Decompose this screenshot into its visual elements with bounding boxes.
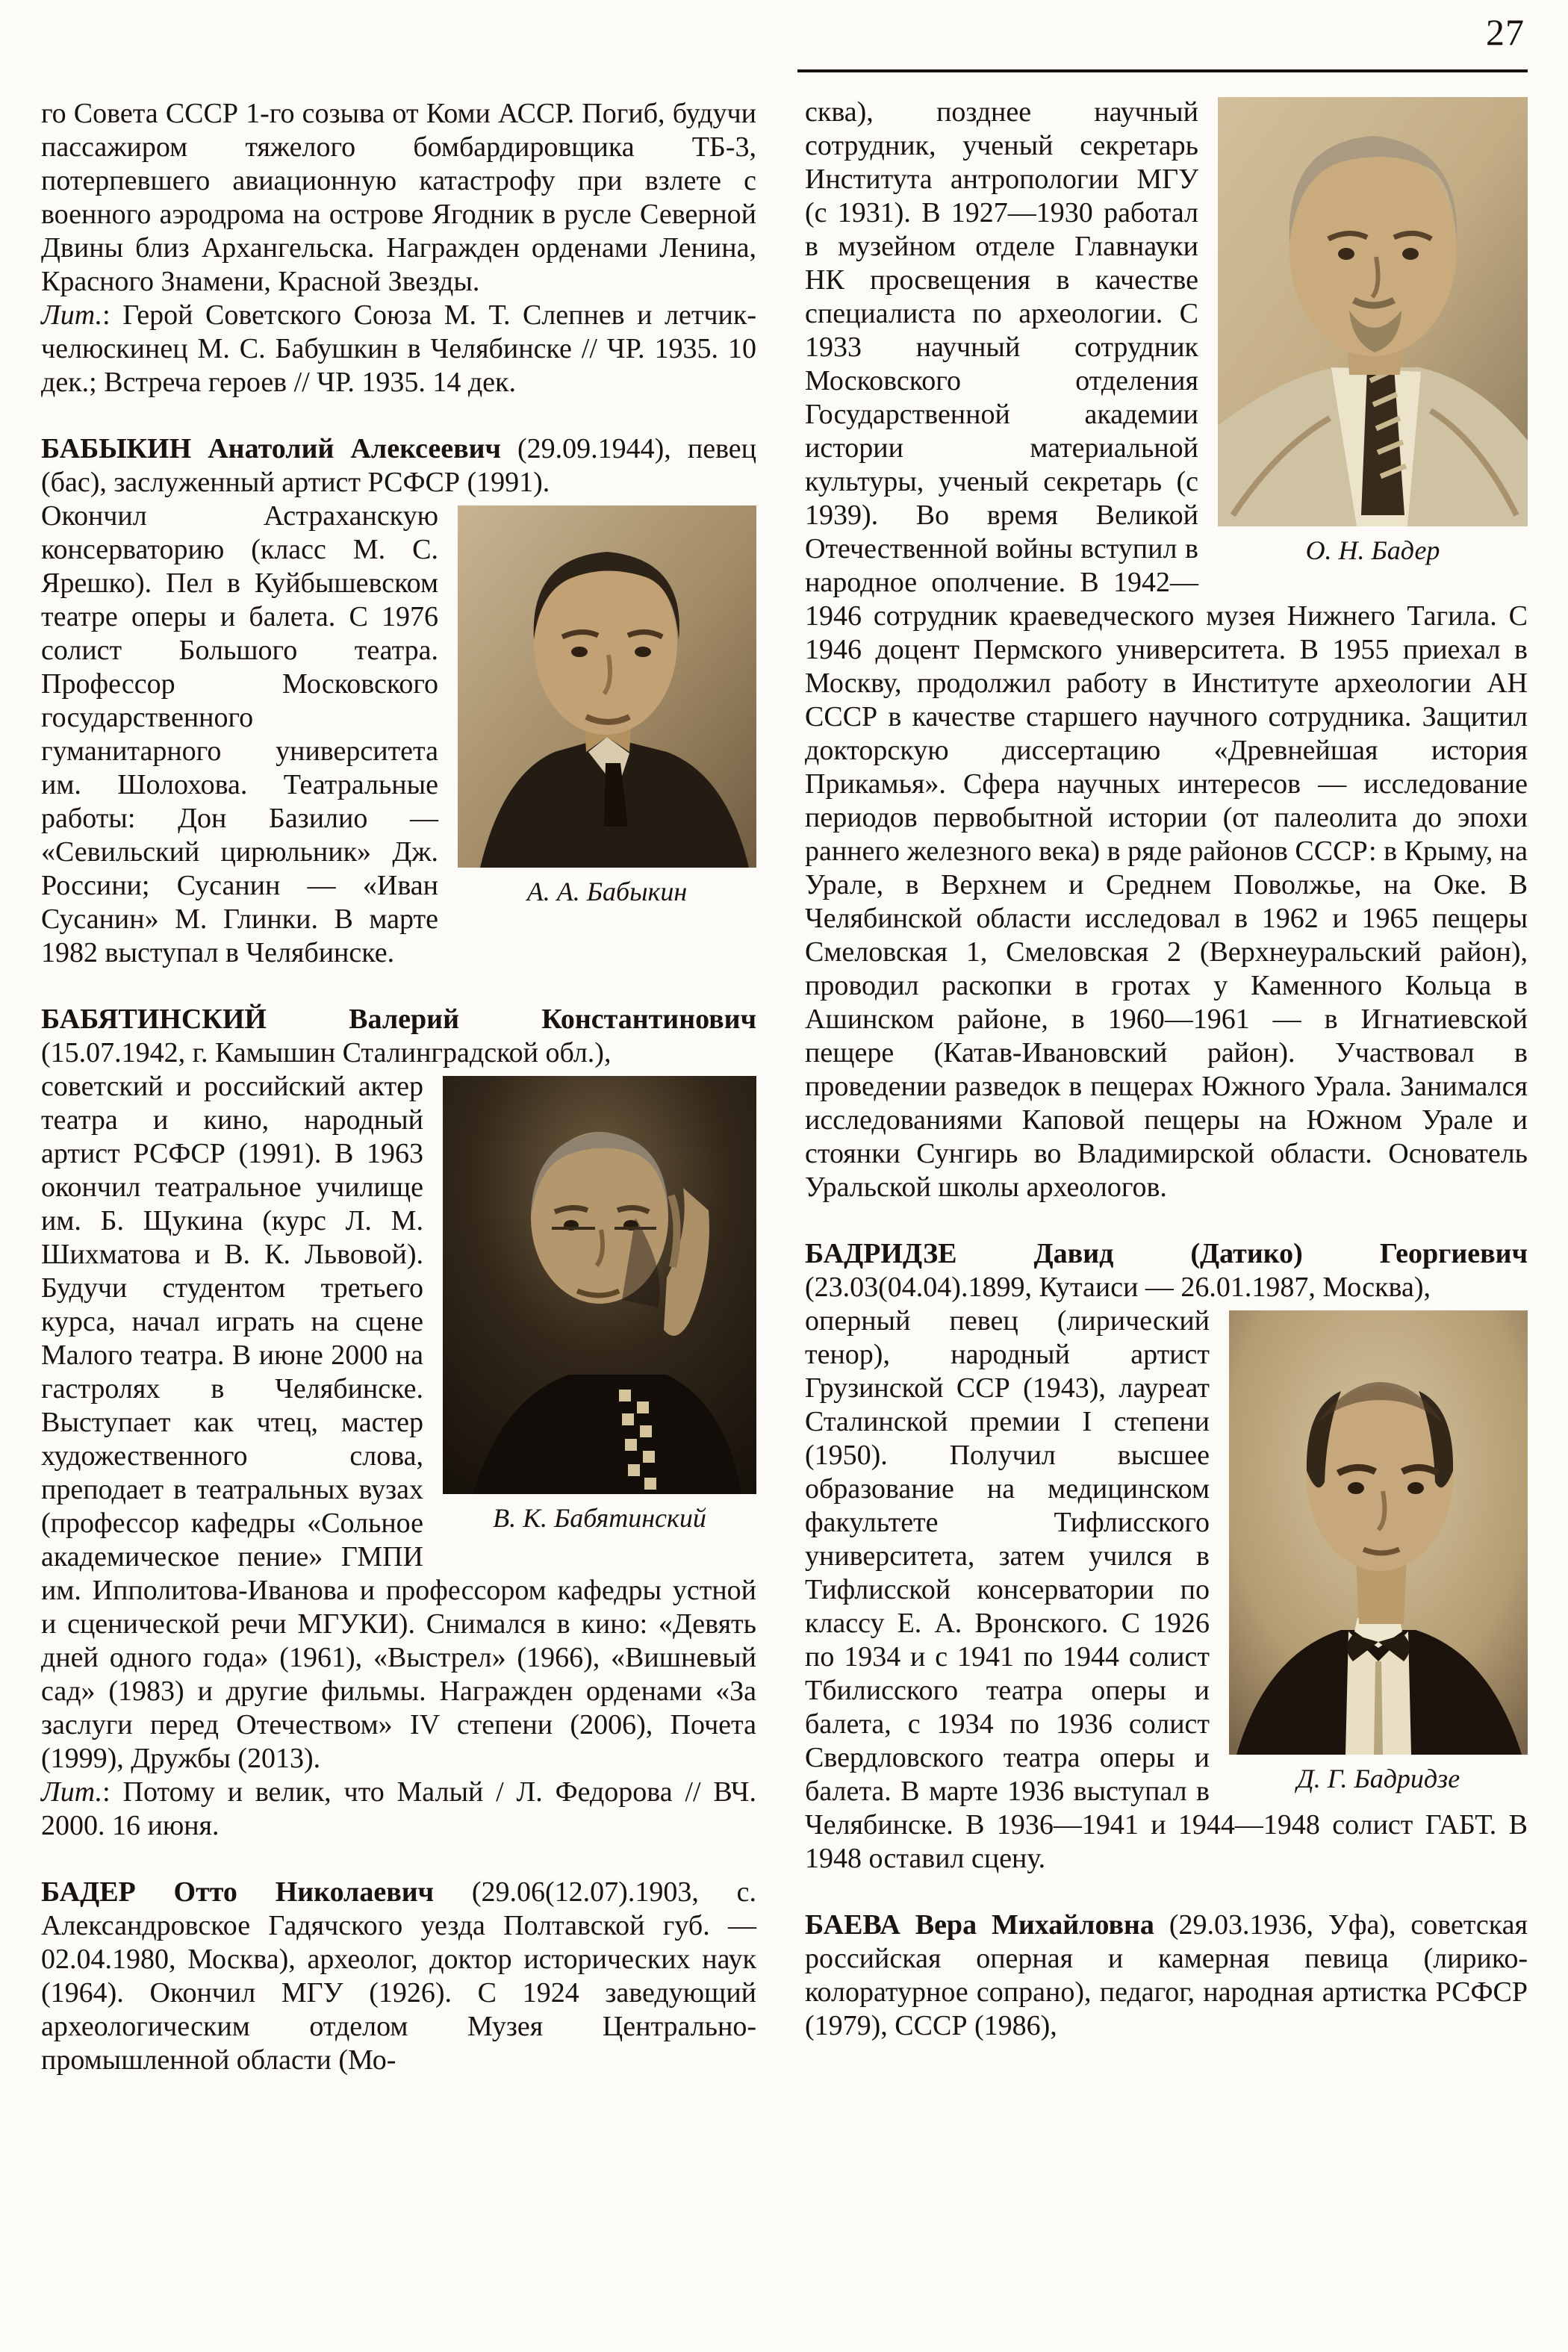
headword: БАДРИДЗЕ Давид (Датико) Георгиевич (805, 1238, 1528, 1269)
babyatinsky-figure (443, 1076, 756, 1535)
bader-photo-caption: О. Н. Бадер (1305, 535, 1440, 565)
header-rule (797, 69, 1528, 72)
lead-text: (29.03.1936, Уфа), советская российская оперная и камерная певица (лирико-колоратурное сопрано), педагог, народная артистка РСФСР (1979), СССР (1986), (805, 1909, 1528, 2041)
article-body: оперный певец (лирический тенор), народный артист Грузинской ССР (1943), лауреат Сталинской премии I степени (1950). Получил высшее образование на медицинском факультете Тифлисского университета, затем учился в Тифлисской консерватории по классу Е. А. Вронского. С 1926 по 1934 и с 1941 по 1944 солист Тбилисского театра оперы и балета, с 1934 по 1936 солист Свердловского театра оперы и балета. В марте 1936 выступал в Челябинске. В 1936—1941 и 1944—1948 солист ГАБТ. В 1948 оставил сцену. (805, 1305, 1528, 1874)
badridze-photo (1229, 1310, 1528, 1755)
bader-photo (1218, 97, 1528, 526)
headword: БАБЫКИН Анатолий Алексеевич (41, 433, 501, 464)
lit-text: : Герой Советского Союза М. Т. Слепнев и летчик-челюскинец М. С. Бабушкин в Челябинске // ЧР. 1935. 10 дек.; Встреча героев // ЧР. 1935. 14 дек. (41, 299, 756, 398)
babykin-figure (458, 505, 756, 909)
article-lead (805, 1237, 1528, 1304)
article-lead (805, 1908, 1528, 2043)
babyatinsky-photo (443, 1076, 756, 1494)
left-column (41, 97, 756, 2077)
article-bader-start (41, 1876, 756, 2077)
article-baeva (805, 1908, 1528, 2043)
article-babykin (41, 432, 756, 970)
article-body: Окончил Астраханскую консерваторию (класс М. С. Ярешко). Пел в Куйбышевском театре оперы и балета. С 1976 солист Большого театра. Профессор Московского государственного гуманитарного университета им. Шолохова. Театральные работы: Дон Базилио — «Севильский цирюльник» Дж. Россини; Сусанин — «Иван Сусанин» М. Глинки. В марте 1982 выступал в Челябинске. (41, 500, 438, 968)
babykin-photo-caption: А. А. Бабыкин (526, 877, 688, 906)
lit-label: Лит. (41, 299, 103, 331)
article-lead (41, 1876, 756, 2077)
bader-figure (1218, 97, 1528, 567)
babyatinsky-photo-caption: В. К. Бабятинский (493, 1503, 706, 1533)
right-column (805, 96, 1528, 2043)
article-bader-continuation (805, 96, 1528, 1204)
badridze-photo-caption: Д. Г. Бадридзе (1296, 1764, 1460, 1793)
headword: БАЕВА Вера Михайловна (805, 1909, 1154, 1941)
article-lead (41, 432, 756, 500)
article-babyatinsky (41, 1003, 756, 1843)
badridze-figure (1229, 1310, 1528, 1796)
babykin-photo (458, 505, 756, 868)
lit-reference-1 (41, 299, 756, 399)
lit-reference-2 (41, 1776, 756, 1843)
lead-text: (15.07.1942, г. Камышин Сталинградской обл.), (41, 1037, 612, 1068)
lead-text: (29.06(12.07).1903, с. Александровское Гадячского уезда Полтавской губ. — 02.04.1980, Москва), археолог, доктор исторических наук (1964). Окончил МГУ (1926). С 1924 заведующий археологическим отделом Музея Центрально-промышленной области (Мо- (41, 1876, 756, 2076)
article-badridze (805, 1237, 1528, 1876)
article-body: советский и российский актер театра и кино, народный артист РСФСР (1991). В 1963 окончил театральное училище им. Б. Щукина (курс Л. М. Шихматова и В. К. Львовой). Будучи студентом третьего курса, начал играть на сцене Малого театра. В июне 2000 на гастролях в Челябинске. Выступает как чтец, мастер художественного слова, преподает в театральных вузах (профессор кафедры «Сольное академическое пение» ГМПИ им. Ипполитова-Иванова и профессором кафедры устной и сценической речи МГУКИ). Снимался в кино: «Девять дней одного года» (1961), «Выстрел» (1966), «Вишневый сад» (1983) и другие фильмы. Награжден орденами «За заслуги перед Отечеством» IV степени (2006), Почета (1999), Дружбы (2013). (41, 1071, 756, 1774)
headword: БАДЕР Отто Николаевич (41, 1876, 435, 1908)
lit-text: : Потому и велик, что Малый / Л. Федорова // ВЧ. 2000. 16 июня. (41, 1776, 756, 1841)
lead-text: (29.09.1944), певец (бас), заслуженный артист РСФСР (1991). (41, 433, 756, 498)
lead-text: (23.03(04.04).1899, Кутаиси — 26.01.1987, Москва), (805, 1272, 1431, 1303)
lit-label: Лит. (41, 1776, 103, 1808)
page-number: 27 (1486, 11, 1525, 53)
headword: БАБЯТИНСКИЙ Валерий Константинович (41, 1004, 756, 1035)
bader-continuation-text: сква), позднее научный сотрудник, ученый секретарь Института антропологии МГУ (с 1931). В 1927—1930 работал в музейном отделе Главнауки НК просвещения в качестве специалиста по археологии. С 1933 научный сотрудник Московского отделения Государственной академии истории материальной культуры, ученый секретарь (с 1939). Во время Великой Отечественной войны вступил в народное ополчение. В 1942—1946 сотрудник краеведческого музея Нижнего Тагила. С 1946 доцент Пермского университета. В 1955 приехал в Москву, продолжил работу в Институте археологии АН СССР в качестве старшего научного сотрудника. Защитил докторскую диссертацию «Древнейшая история Прикамья». Сфера научных интересов — исследование периодов первобытной истории (от палеолита до эпохи раннего железного века) в ряде районов СССР: в Крыму, на Урале, в Верхнем и Среднем Поволжье, на Оке. В Челябинской области исследовал в 1962 и 1965 пещеры Смеловская 1, Смеловская 2 (Верхнеуральский район), проводил раскопки в гротах у Каменного Кольца в Ашинском районе, в 1960—1961 — в Игнатиевской пещере (Катав-Ивановский район). Участвовал в проведении разведок в пещерах Южного Урала. Занимался исследованиями Каповой пещеры на Южном Урале и стоянки Сунгирь во Владимирской области. Основатель Уральской школы археологов. (805, 96, 1528, 1203)
article-lead (41, 1003, 756, 1070)
continuation-paragraph: го Совета СССР 1-го созыва от Коми АССР. Погиб, будучи пассажиром тяжелого бомбардировщика ТБ-3, потерпевшего авиационную катастрофу при взлете с военного аэродрома на острове Ягодник в русле Северной Двины близ Архангельска. Награжден орденами Ленина, Красного Знамени, Красной Звезды. (41, 98, 756, 297)
